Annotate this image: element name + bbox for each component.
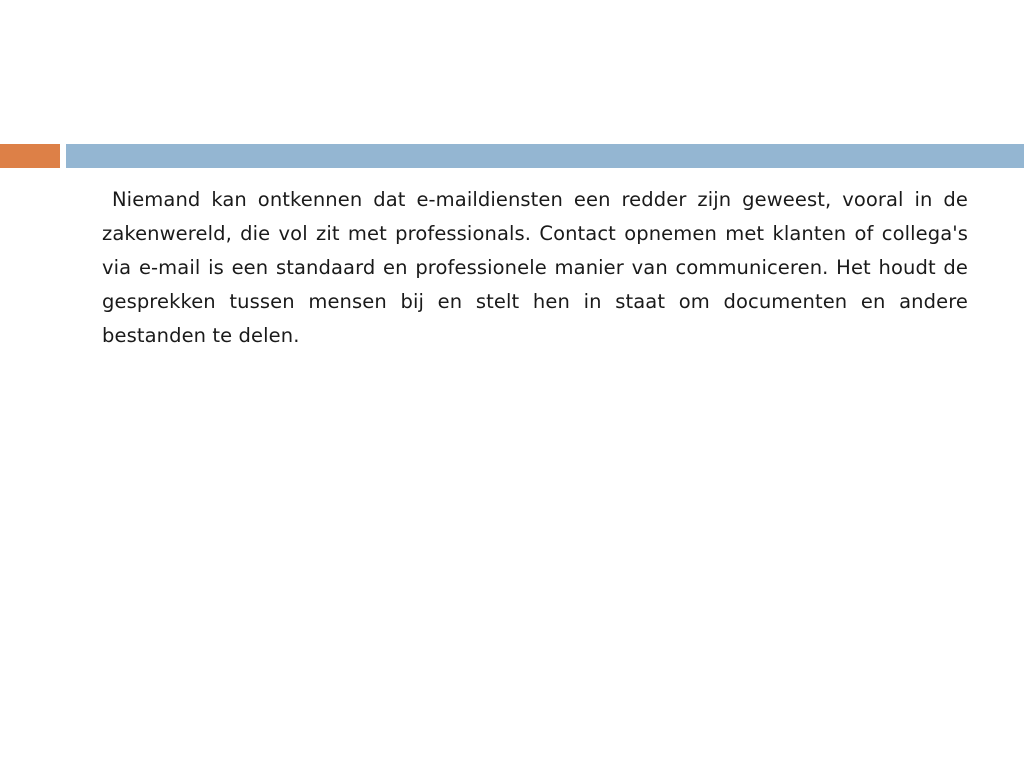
- accent-bar-orange: [0, 144, 60, 168]
- body-paragraph: Niemand kan ontkennen dat e-maildiensten een redder zijn geweest, vooral in de zakenwereld, die vol zit met professionals. Contact opnemen met klanten of collega's via e-mail is een standaard en professionele manier van communiceren. Het houdt de gesprekken tussen mensen bij en stelt hen in staat om documenten en andere bestanden te delen.: [102, 188, 968, 347]
- accent-bar-blue: [66, 144, 1024, 168]
